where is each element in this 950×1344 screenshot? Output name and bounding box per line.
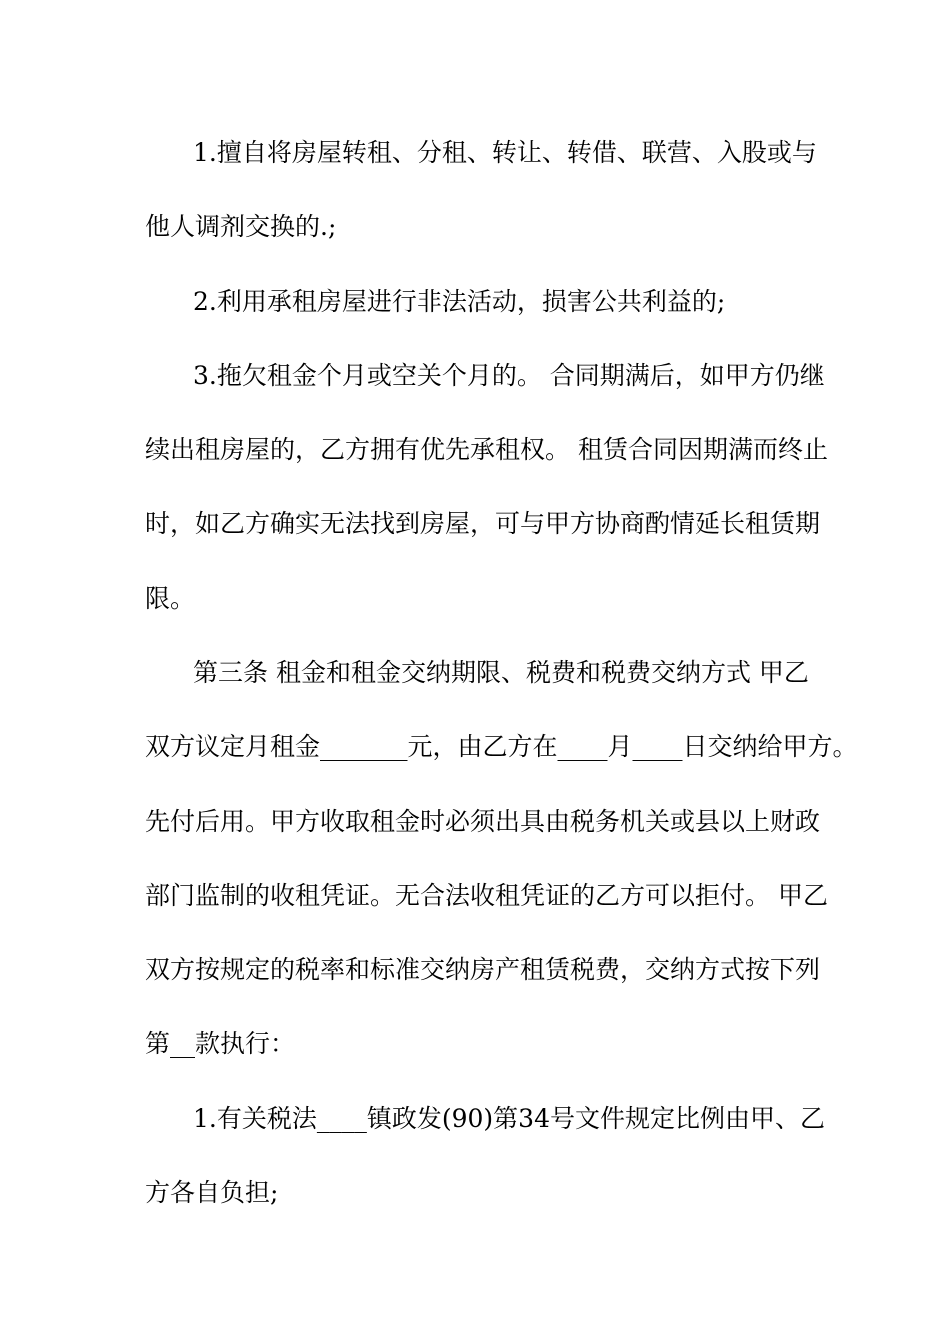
text-line: 时，如乙方确实无法找到房屋，可与甲方协商酌情延长租赁期 [145, 509, 821, 538]
text-line: 2.利用承租房屋进行非法活动，损害公共利益的; [193, 287, 726, 316]
text-line: 第__款执行： [145, 1029, 296, 1058]
text-line: 续出租房屋的，乙方拥有优先承租权。 租赁合同因期满而终止 [145, 435, 828, 464]
text-line: 先付后用。甲方收取租金时必须出具由税务机关或县以上财政 [145, 807, 821, 836]
text-line: 双方按规定的税率和标准交纳房产租赁税费，交纳方式按下列 [145, 955, 821, 984]
text-line: 双方议定月租金_______元，由乙方在____月____日交纳给甲方。 [145, 732, 858, 761]
text-line: 部门监制的收租凭证。无合法收租凭证的乙方可以拒付。 甲乙 [145, 881, 828, 910]
text-line: 1.擅自将房屋转租、分租、转让、转借、联营、入股或与 [193, 138, 817, 167]
text-line: 3.拖欠租金个月或空关个月的。 合同期满后，如甲方仍继 [193, 361, 825, 390]
text-line: 方各自负担; [145, 1178, 279, 1207]
text-line: 限。 [145, 584, 196, 613]
text-line: 他人调剂交换的.; [145, 212, 337, 241]
section-heading-line: 第三条 租金和租金交纳期限、税费和税费交纳方式 甲乙 [193, 658, 809, 687]
text-line: 1.有关税法____镇政发(90)第34号文件规定比例由甲、乙 [193, 1104, 825, 1133]
